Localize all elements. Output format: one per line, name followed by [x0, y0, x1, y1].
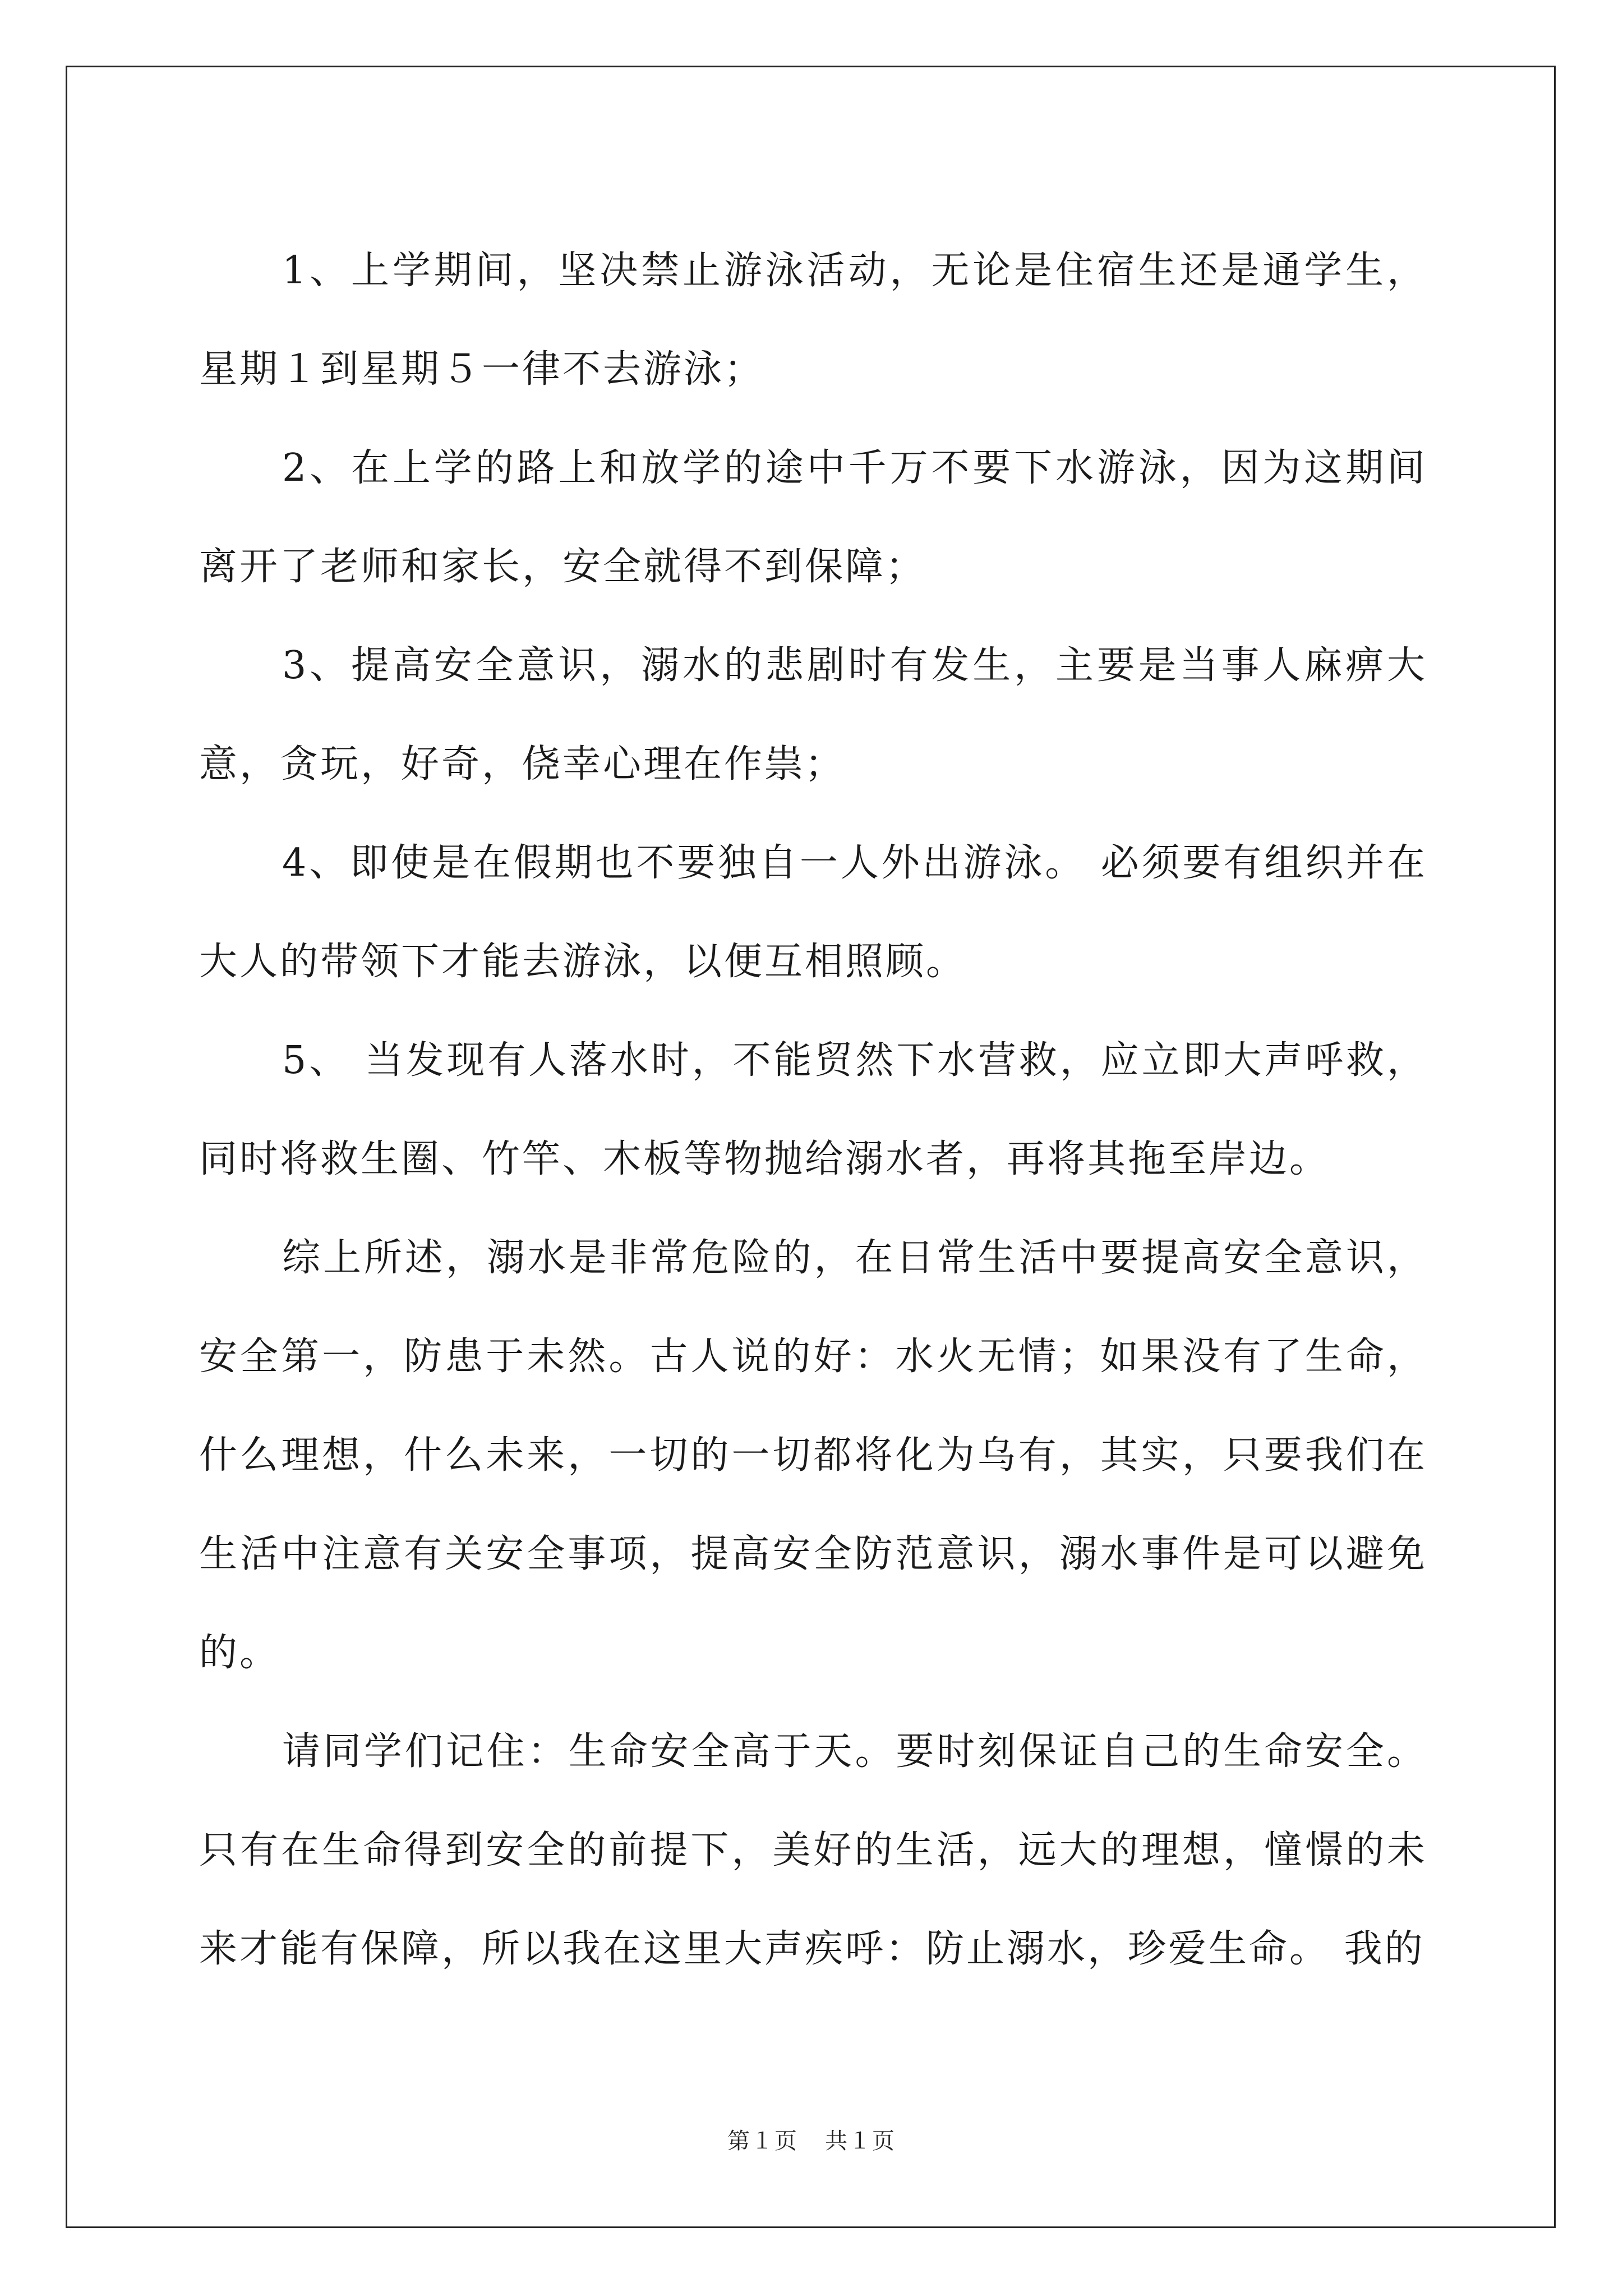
paragraph-6: 综上所述，溺水是非常危险的，在日常生活中要提高安全意识，安全第一，防患于未然。古人说的好：水火无情；如果没有了生命，什么理想，什么未来，一切的一切都将化为乌有，其实，只要我们在生活中注意有关安全事项，提高安全防范意识，溺水事件是可以避免的。: [199, 1236, 1427, 1675]
paragraph-3: 3、提高安全意识，溺水的悲剧时有发生，主要是当事人麻痹大意，贪玩，好奇，侥幸心理在作祟；: [199, 643, 1427, 786]
paragraph-4: 4、即使是在假期也不要独自一人外出游泳。 必须要有组织并在大人的带领下才能去游泳，以便互相照顾。: [199, 841, 1427, 984]
document-body: [199, 222, 1427, 1999]
page-footer: [0, 2123, 1623, 2155]
paragraph-5: 5、 当发现有人落水时，不能贸然下水营救，应立即大声呼救，同时将救生圈、竹竿、木板等物抛给溺水者，再将其拖至岸边。: [199, 1038, 1427, 1181]
paragraph-7: 请同学们记住：生命安全高于天。要时刻保证自己的生命安全。只有在生命得到安全的前提下，美好的生活，远大的理想，憧憬的未来才能有保障，所以我在这里大声疾呼：防止溺水，珍爱生命。 我的: [199, 1729, 1427, 1971]
page-number-total: 共１页: [825, 2128, 896, 2154]
page-number-current: 第１页: [727, 2128, 798, 2154]
paragraph-1: 1、上学期间，坚决禁止游泳活动，无论是住宿生还是通学生，星期１到星期５一律不去游泳；: [199, 249, 1427, 392]
paragraph-2: 2、在上学的路上和放学的途中千万不要下水游泳，因为这期间离开了老师和家长，安全就得不到保障；: [199, 446, 1427, 589]
